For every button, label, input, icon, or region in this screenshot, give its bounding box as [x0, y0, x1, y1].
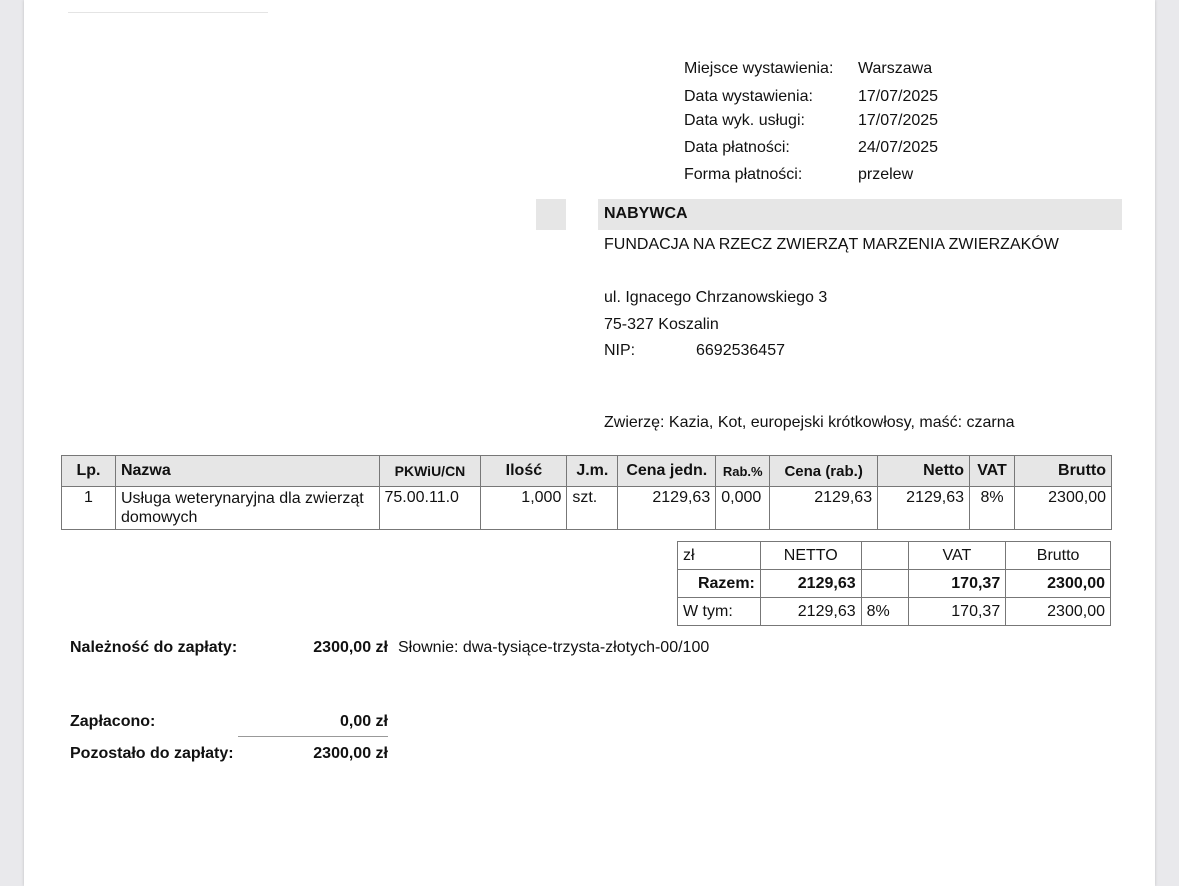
- col-header-brutto: Brutto: [1015, 456, 1112, 487]
- cell-name: Usługa weterynaryjna dla zwierząt domowych: [115, 487, 379, 530]
- col-header-price-disc: Cena (rab.): [770, 456, 878, 487]
- cell-vat: 8%: [970, 487, 1015, 530]
- items-table: [61, 455, 1112, 530]
- buyer-city: 75-327 Koszalin: [604, 316, 719, 333]
- amount-in-words: Słownie: dwa-tysiące-trzysta-złotych-00/100: [398, 639, 710, 656]
- col-header-qty: Ilość: [481, 456, 567, 487]
- meta-value-place: Warszawa: [858, 60, 933, 77]
- buyer-nip-value: 6692536457: [696, 342, 785, 359]
- cell-price-disc: 2129,63: [770, 487, 878, 530]
- cell-price: 2129,63: [618, 487, 716, 530]
- cell-brutto: 2300,00: [1015, 487, 1112, 530]
- col-header-discount: Rab.%: [716, 456, 770, 487]
- paid-label: Zapłacono:: [70, 713, 156, 730]
- col-header-name: Nazwa: [115, 456, 379, 487]
- buyer-nip-label: NIP:: [604, 342, 636, 359]
- cell-unit: szt.: [567, 487, 618, 530]
- totals-breakdown-brutto: 2300,00: [1006, 598, 1111, 626]
- meta-label-issue-date: Data wystawienia:: [684, 88, 813, 105]
- totals-header-netto: NETTO: [760, 542, 861, 570]
- meta-value-service-date: 17/07/2025: [858, 112, 939, 129]
- buyer-title: NABYWCA: [604, 205, 688, 222]
- col-header-pkwiu: PKWiU/CN: [379, 456, 481, 487]
- totals-sum-vat: 170,37: [908, 570, 1006, 598]
- cell-pkwiu: 75.00.11.0: [379, 487, 481, 530]
- buyer-street: ul. Ignacego Chrzanowskiego 3: [604, 289, 828, 306]
- cell-qty: 1,000: [481, 487, 567, 530]
- due-value: 2300,00 zł: [313, 639, 388, 656]
- totals-header-rate: [861, 542, 908, 570]
- totals-breakdown-label: W tym:: [678, 598, 761, 626]
- totals-sum-netto: 2129,63: [760, 570, 861, 598]
- seller-header-bar: [536, 199, 566, 230]
- col-header-unit: J.m.: [567, 456, 618, 487]
- col-header-lp: Lp.: [62, 456, 116, 487]
- totals-header-vat: VAT: [908, 542, 1006, 570]
- meta-label-payment-method: Forma płatności:: [684, 166, 803, 183]
- totals-sum-row: [678, 570, 1111, 598]
- meta-label-place: Miejsce wystawienia:: [684, 60, 834, 77]
- meta-value-payment-date: 24/07/2025: [858, 139, 939, 156]
- meta-value-payment-method: przelew: [858, 166, 914, 183]
- remaining-value: 2300,00 zł: [313, 745, 388, 762]
- col-header-vat: VAT: [970, 456, 1015, 487]
- totals-sum-label: Razem:: [678, 570, 761, 598]
- meta-label-service-date: Data wyk. usługi:: [684, 112, 805, 129]
- due-label: Należność do zapłaty:: [70, 639, 238, 656]
- sum-divider: [238, 736, 388, 737]
- animal-info: Zwierzę: Kazia, Kot, europejski krótkowłosy, maść: czarna: [604, 414, 1015, 431]
- totals-currency: zł: [678, 542, 761, 570]
- cell-netto: 2129,63: [878, 487, 970, 530]
- totals-breakdown-rate: 8%: [861, 598, 908, 626]
- paid-value: 0,00 zł: [339, 713, 388, 730]
- top-divider: [68, 12, 268, 13]
- totals-table: [677, 541, 1111, 626]
- col-header-price: Cena jedn.: [618, 456, 716, 487]
- items-header-row: [62, 456, 1112, 487]
- col-header-netto: Netto: [878, 456, 970, 487]
- cell-discount: 0,000: [716, 487, 770, 530]
- meta-value-issue-date: 17/07/2025: [858, 88, 939, 105]
- remaining-label: Pozostało do zapłaty:: [70, 745, 234, 762]
- totals-header-row: [678, 542, 1111, 570]
- totals-sum-rate: [861, 570, 908, 598]
- totals-header-brutto: Brutto: [1006, 542, 1111, 570]
- totals-breakdown-vat: 170,37: [908, 598, 1006, 626]
- totals-sum-brutto: 2300,00: [1006, 570, 1111, 598]
- cell-lp: 1: [62, 487, 116, 530]
- totals-breakdown-netto: 2129,63: [760, 598, 861, 626]
- totals-breakdown-row: [678, 598, 1111, 626]
- meta-label-payment-date: Data płatności:: [684, 139, 790, 156]
- table-row: [62, 487, 1112, 530]
- buyer-name: FUNDACJA NA RZECZ ZWIERZĄT MARZENIA ZWIERZAKÓW: [604, 236, 1059, 253]
